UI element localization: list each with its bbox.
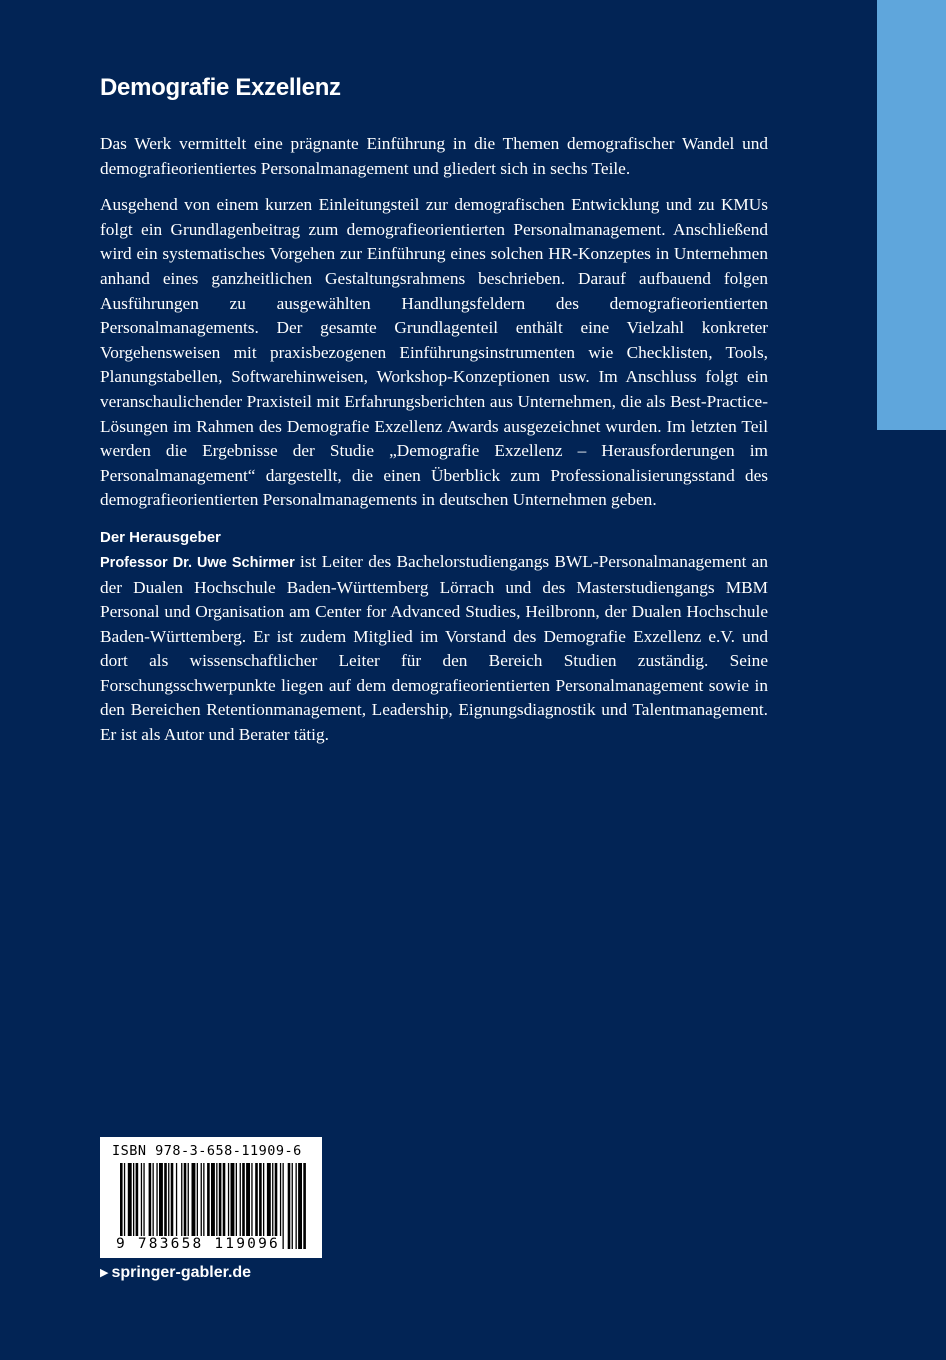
intro-paragraph: Das Werk vermittelt eine prägnante Einführung in die Themen demografischer Wandel und demografieorientiertes Personalmanagement und gliedert sich in sechs Teile. <box>100 134 768 178</box>
barcode-bar <box>292 1163 293 1249</box>
barcode-bar <box>283 1163 284 1249</box>
editor-bio-text: ist Leiter des Bachelorstudiengangs BWL-Personalmanagement an der Dualen Hochschule Baden-Württemberg Lörrach und des Masterstudiengangs MBM Personal und Organisation am Center for Advanced Studies, Heilbronn, der Dualen Hochschule Baden-Württemberg. Er ist zudem Mitglied im Vorstand des Demografie Exzellenz e.V. und dort als wissenschaftlicher Leiter für den Bereich Studien zuständig. Seine Forschungsschwerpunkte liegen auf dem demografieorientierten Personalmanagement sowie in den Bereichen Retentionmanagement, Leadership, Eignungsdiagnostik und Talentmanagement. Er ist als Autor und Berater tätig. <box>100 551 768 745</box>
arrow-right-icon: ▶ <box>100 1267 109 1279</box>
barcode <box>100 1137 322 1258</box>
editor-name: Professor Dr. Uwe Schirmer <box>100 554 295 571</box>
barcode-bar <box>298 1163 302 1249</box>
barcode-bar <box>296 1163 297 1249</box>
editor-bio <box>100 550 768 748</box>
barcode-bar <box>303 1163 306 1249</box>
accent-strip <box>877 0 946 430</box>
barcode-bar <box>288 1163 291 1249</box>
website-link[interactable] <box>100 1264 251 1282</box>
editor-heading: Der Herausgeber <box>100 528 221 546</box>
back-cover-text <box>100 74 768 748</box>
book-title: Demografie Exzellenz <box>100 74 341 101</box>
isbn-text: ISBN 978-3-658-11909-6 <box>112 1143 302 1159</box>
description-paragraph: Ausgehend von einem kurzen Einleitungsteil zur demografischen Entwicklung und zu KMUs folgt ein Grundlagenbeitrag zum demografieorientierten Personalmanagement. Anschließend wird ein systematisches Vorgehen zur Einführung eines solchen HR-Konzeptes in Unternehmen anhand eines ganzheitlichen Gestaltungsrahmens beschrieben. Darauf aufbauend folgen Ausführungen zu ausgewählten Handlungsfeldern des demografieorientierten Personalmanagements. Der gesamte Grundlagenteil enthält eine Vielzahl konkreter Vorgehensweisen mit praxisbezogenen Einführungsinstrumenten wie Checklisten, Tools, Planungstabellen, Softwarehinweisen, Workshop-Konzeptionen usw. Im Anschluss folgt ein veranschaulichender Praxisteil mit Erfahrungsberichten aus Unternehmen, die als Best-Practice-Lösungen im Rahmen des Demografie Exzellenz Awards ausgezeichnet wurden. Im letzten Teil werden die Ergebnisse der Studie „Demografie Exzellenz – Herausforderungen im Personalmanagement“ dargestellt, die einen Überblick zum Professionalisierungsstand des demografieorientierten Personalmanagements in deutschen Unternehmen geben. <box>100 195 768 510</box>
barcode-digits: 9 783658 119096 <box>116 1236 280 1252</box>
website-label: springer-gabler.de <box>111 1264 252 1281</box>
